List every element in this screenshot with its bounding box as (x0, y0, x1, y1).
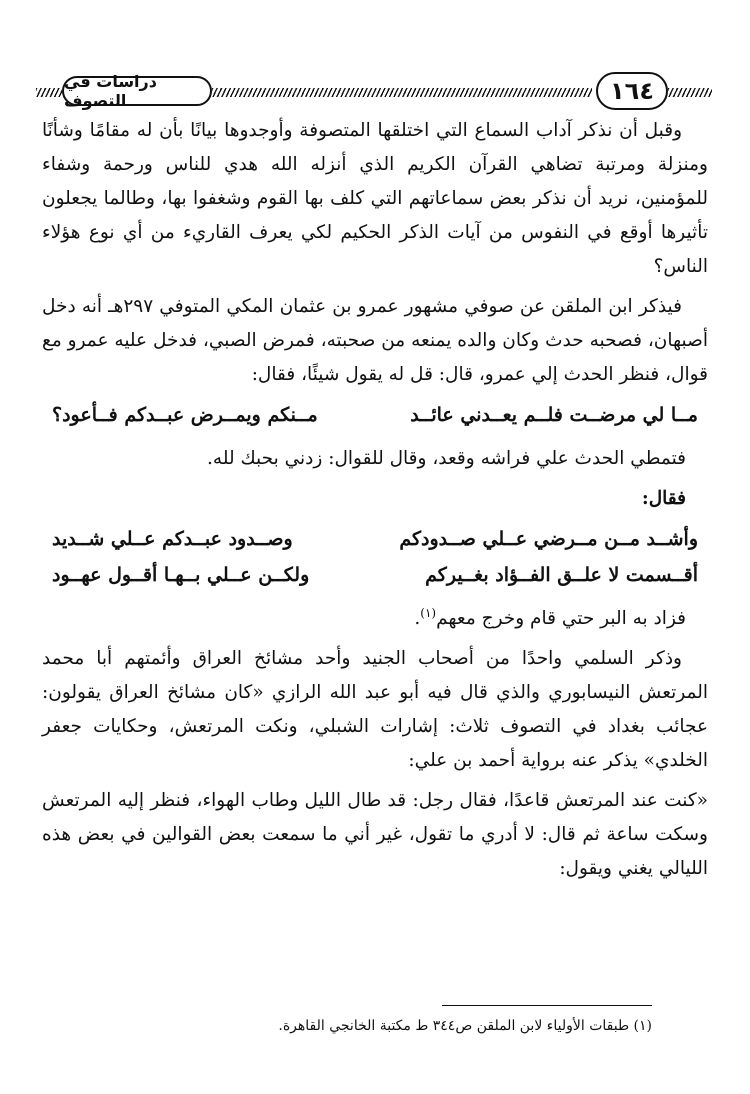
verse-hemistich-first: وأشــد مــن مــرضي عــلي صــدودكم (399, 528, 698, 550)
verse-hemistich-first: مــا لي مرضــت فلــم يعــدني عائــد (410, 404, 698, 426)
running-title: دراسات في التصوف (62, 76, 212, 106)
footnote-marker: (١) (420, 605, 437, 620)
paragraph-5: فزاد به البر حتي قام وخرج معهم$^{(١)}$. (414, 605, 686, 629)
paragraph-7: «كنت عند المرتعش قاعدًا، فقال رجل: قد طال الليل وطاب الهواء، فنظر إليه المرتعش وسكت ساعة ثم قال: لا أدري ما تقول، غير أني ما سمعت بعض القوالين في بعض هذه الليالي يغني ويقول: (42, 790, 708, 879)
paragraph-1: وقبل أن نذكر آداب السماع التي اختلقها المتصوفة وأوجدوها بيانًا بأن له مقامًا وشأنًا ومنزلة ومرتبة تضاهي القرآن الكريم الذي أنزله الله هدي للناس ورحمة وشفاء للمؤمنين، نريد أن نذكر بعض سماعاتهم التي كلف بها القوم وشغفوا بها، وطالما يجعلون تأثيرها أوقع في النفوس من آيات الذكر الحكيم لكي يعرف القاريء من أي نوع هؤلاء الناس؟ (42, 120, 708, 277)
paragraph-4: فقال: (641, 488, 686, 509)
verse-hemistich-second: وصــدود عبــدكم عــلي شــديد (52, 528, 293, 550)
page-header (36, 70, 712, 114)
verse-hemistich-first: أقــسمت لا علــق الفــؤاد بغــيركم (425, 564, 698, 586)
paragraph-3: فتمطي الحدث علي فراشه وقعد، وقال للقوال: زدني بحبك لله. (207, 448, 686, 469)
paragraph-6: وذكر السلمي واحدًا من أصحاب الجنيد وأحد مشائخ العراق وأئمتهم أبا محمد المرتعش النيسابوري والذي قال فيه أبو عبد الله الرازي «كان مشائخ العراق يقولون: عجائب بغداد في التصوف ثلاث: إشارات الشبلي، ونكت المرتعش، وحكايات جعفر الخلدي» يذكر عنه برواية أحمد بن علي: (42, 648, 708, 771)
main-text (42, 114, 708, 892)
verse-line (42, 398, 708, 432)
verse-hemistich-second: مــنكم ويمــرض عبــدكم فــأعود؟ (52, 404, 318, 426)
header-ornament-left (36, 88, 62, 97)
verse-line (42, 522, 708, 556)
verse-line (42, 558, 708, 592)
verse-block-2 (42, 522, 708, 592)
footnote: (١) طبقات الأولياء لابن الملقن ص٣٤٤ ط مكتبة الخانجي القاهرة. (278, 1018, 652, 1034)
paragraph-2: فيذكر ابن الملقن عن صوفي مشهور عمرو بن عثمان المكي المتوفي ٢٩٧هـ أنه دخل أصبهان، فصحبه حدث وكان والده يمنعه من صحبته، فمرض الصبي، فدخل عليه عمرو مع قوال، فنظر الحدث إلي عمرو، قال: قل له يقول شيئًا، فقال: (42, 296, 708, 385)
verse-block-1 (42, 398, 708, 432)
verse-hemistich-second: ولكــن عــلي بــهـا أقــول عهــود (52, 564, 310, 586)
paragraph-5-text: فزاد به البر حتي قام وخرج معهم (436, 608, 686, 629)
header-ornament-middle (212, 88, 592, 97)
page-number: ١٦٤ (596, 72, 668, 110)
footnote-divider (442, 1005, 652, 1006)
header-ornament-right (668, 88, 712, 97)
